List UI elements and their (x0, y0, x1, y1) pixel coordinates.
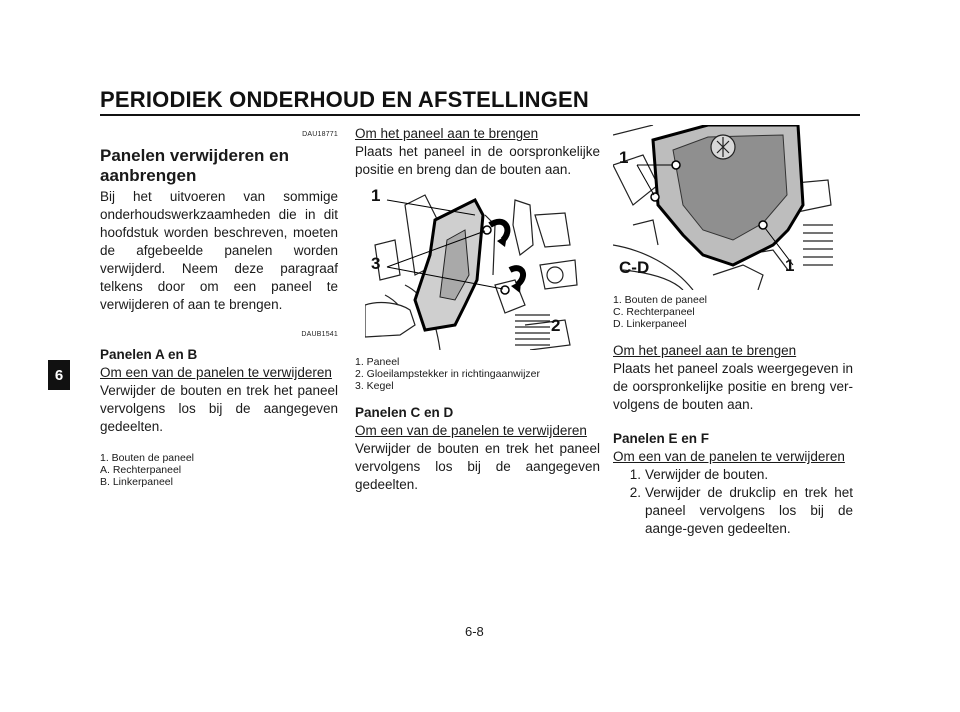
step-text: Verwijder de bouten. (645, 467, 769, 482)
step-number: 2. (629, 485, 641, 500)
figure-panel-c-d (613, 125, 833, 290)
step-item (613, 466, 853, 484)
callout-c-d: C-D (619, 258, 650, 277)
caption-item: C. Rechterpaneel (613, 306, 695, 318)
caption-item: 2. Gloeilampstekker in richtingaanwijzer (355, 368, 540, 380)
caption-item: 1. Bouten de paneel (613, 294, 707, 306)
install-text-c-d: Plaats het paneel zoals weergegeven in de oorspronkelijke positie en breng ver-volgens de bouten aan. (613, 361, 853, 412)
chapter-tab: 6 (48, 360, 70, 390)
section-heading: Panelen verwijderen en aanbrengen (100, 146, 289, 185)
callout-1: 1 (619, 148, 629, 167)
install-title-a-b: Om het paneel aan te brengen (355, 126, 539, 141)
caption-item: 3. Kegel (355, 380, 394, 392)
column-2 (355, 125, 600, 494)
caption-item: 1. Paneel (355, 356, 400, 368)
column-3 (613, 125, 853, 538)
install-text-a-b: Plaats het paneel in de oorspronkelijke positie en breng dan de bouten aan. (355, 144, 600, 177)
caption-item: A. Rechterpaneel (100, 464, 182, 476)
column-1 (100, 120, 338, 488)
remove-text-a-b: Verwijder de bouten en trek het paneel vervolgens los bij de aangegeven gedeelten. (100, 383, 338, 434)
subheading-a-b: Panelen A en B (100, 347, 198, 362)
page-header-title: PERIODIEK ONDERHOUD EN AFSTELLINGEN (100, 87, 589, 112)
step-number: 1. (629, 467, 641, 482)
remove-title-a-b: Om een van de panelen te verwijderen (100, 365, 332, 380)
section-code: DAU18771 (302, 131, 338, 138)
removal-steps (613, 466, 853, 538)
intro-paragraph: Bij het uitvoeren van sommige onderhoudswerkzaamheden die in dit hoofdstuk worden beschreven, moeten de afgebeelde panelen worden verwijderd. Neem deze paragraaf telkens door om een paneel te verwijderen of aan te brengen. (100, 189, 338, 312)
header-rule (100, 114, 860, 116)
callout-1: 1 (371, 186, 381, 205)
step-item (613, 484, 853, 538)
callout-3: 3 (371, 254, 381, 273)
remove-title-e-f: Om een van de panelen te verwijderen (613, 449, 845, 464)
install-title-c-d: Om het paneel aan te brengen (613, 343, 797, 358)
remove-title-c-d: Om een van de panelen te verwijderen (355, 423, 587, 438)
page-number: 6-8 (465, 624, 484, 639)
subheading-c-d: Panelen C en D (355, 405, 454, 420)
callout-1: 1 (785, 256, 795, 275)
remove-text-c-d: Verwijder de bouten en trek het paneel vervolgens los bij de aangegeven gedeelten. (355, 441, 600, 492)
figure-panel-b (365, 185, 585, 350)
callout-2: 2 (551, 316, 561, 335)
step-text: Verwijder de drukclip en trek het paneel vervolgens los bij de aange-geven gedeelten. (645, 485, 853, 536)
caption-item: 1. Bouten de paneel (100, 452, 194, 464)
subsection-code: DAUB1541 (301, 331, 338, 338)
subheading-e-f: Panelen E en F (613, 431, 710, 446)
caption-item: B. Linkerpaneel (100, 476, 173, 488)
caption-item: D. Linkerpaneel (613, 318, 687, 330)
